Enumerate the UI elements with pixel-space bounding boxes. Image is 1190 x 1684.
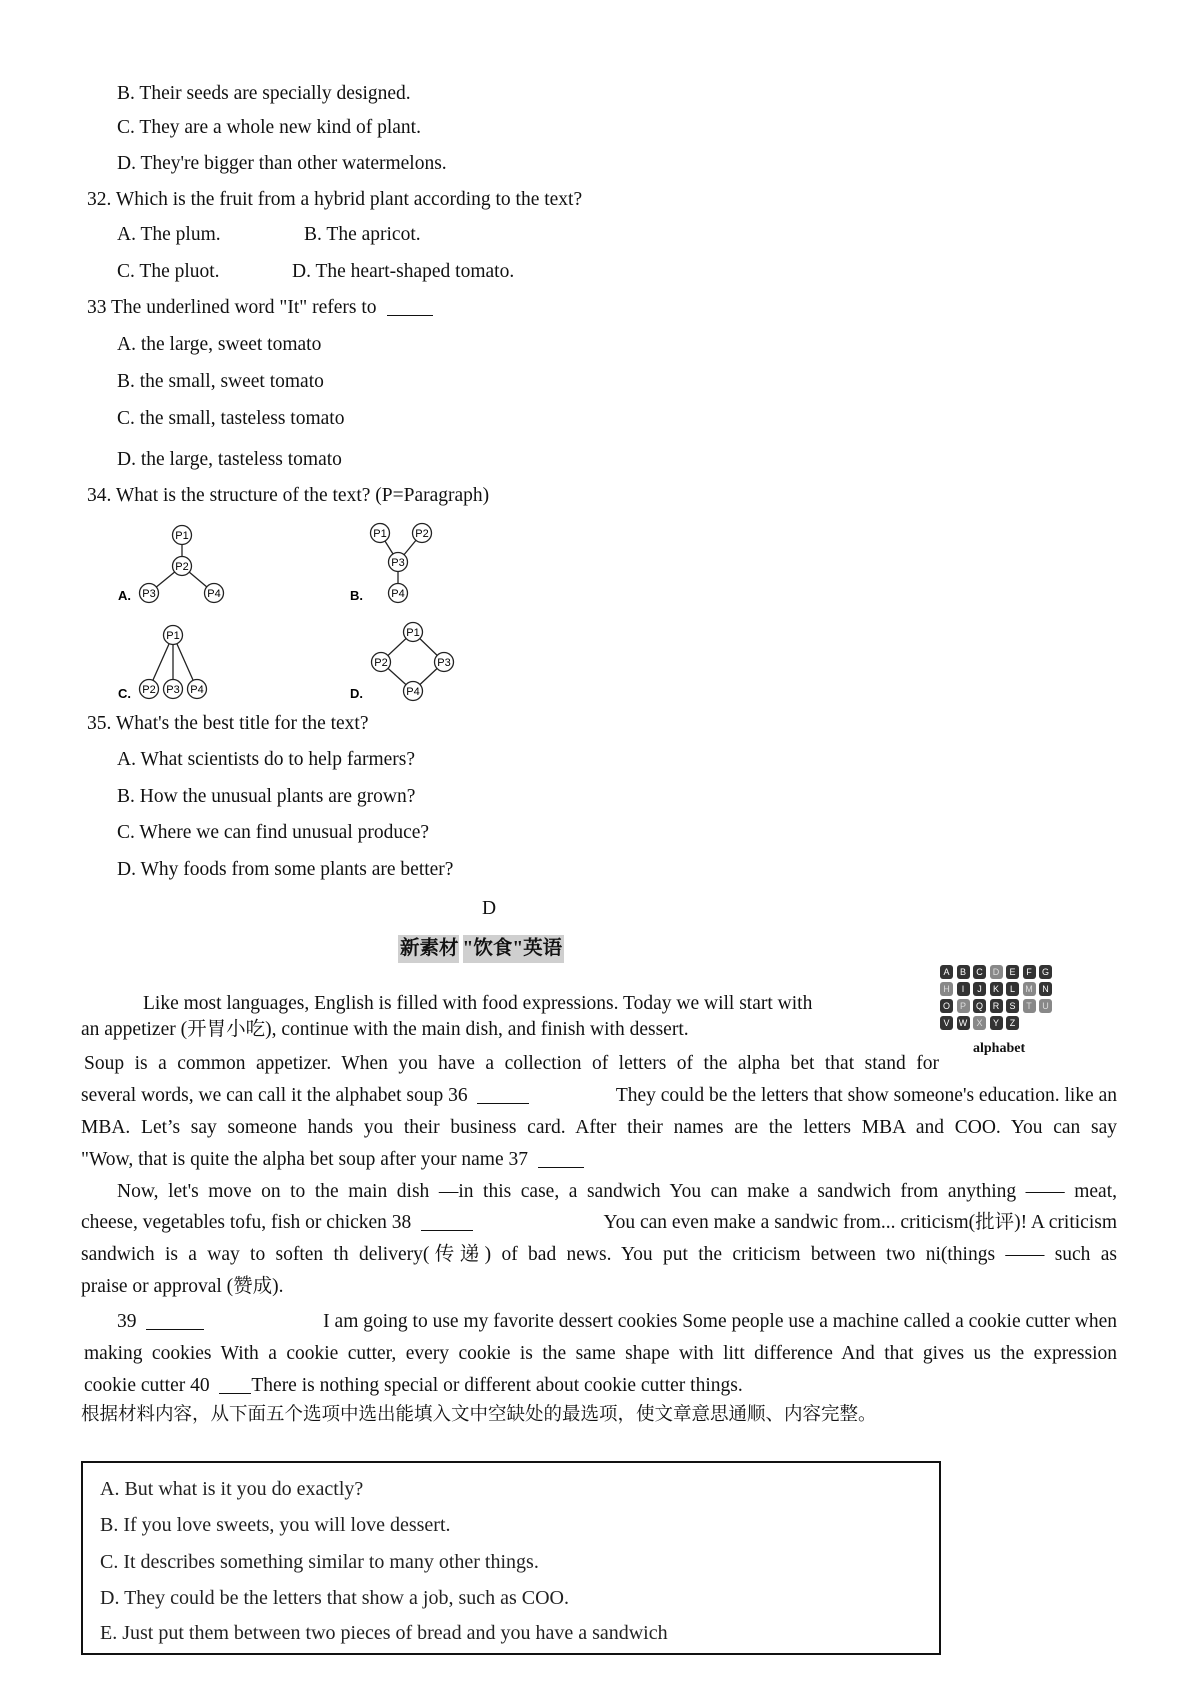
blank-37	[538, 1149, 584, 1168]
alphabet-key-g: G	[1039, 965, 1052, 979]
options-box	[81, 1461, 941, 1655]
q33-option-a: A. the large, sweet tomato	[117, 334, 322, 355]
passage-line-13: cookie cutter 40 There is nothing special or different about cookie cutter things.	[84, 1375, 743, 1396]
svg-text:P2: P2	[374, 657, 388, 669]
passage-line-4a: several words, we can call it the alphabet soup 36	[81, 1084, 529, 1108]
svg-text:P1: P1	[406, 627, 420, 639]
q32-option-c: C. The pluot.	[117, 261, 220, 282]
blank-40	[219, 1375, 251, 1394]
svg-text:P1: P1	[373, 528, 387, 540]
alphabet-key-u: U	[1039, 999, 1052, 1013]
alphabet-key-h: H	[940, 982, 953, 996]
alphabet-key-x: X	[973, 1016, 986, 1030]
q35-stem: 35. What's the best title for the text?	[87, 713, 369, 734]
passage-line-2: an appetizer (开胃小吃), continue with the main dish, and finish with dessert.	[81, 1019, 689, 1040]
alphabet-key-d: D	[990, 965, 1003, 979]
alphabet-key-s: S	[1006, 999, 1019, 1013]
passage-line-12: making cookies With a cookie cutter, every cookie is the same shape with litt difference And that gives us the expression	[84, 1343, 1117, 1364]
passage-line-1: Like most languages, English is filled with food expressions. Today we will start with	[143, 993, 813, 1014]
structure-diagram-a	[114, 520, 244, 610]
option-d: D. They could be the letters that show a job, such as COO.	[100, 1587, 569, 1609]
q33-option-b: B. the small, sweet tomato	[117, 371, 324, 392]
q35-option-c: C. Where we can find unusual produce?	[117, 822, 430, 843]
q31-option-b: B. Their seeds are specially designed.	[117, 83, 411, 104]
alphabet-key-e: E	[1006, 965, 1019, 979]
alphabet-key-c: C	[973, 965, 986, 979]
svg-text:P3: P3	[391, 557, 405, 569]
alphabet-key-r: R	[990, 999, 1003, 1013]
diagram-b-label: B.	[350, 588, 363, 603]
alphabet-key-f: F	[1023, 965, 1036, 979]
diagram-a-label: A.	[118, 588, 131, 603]
option-b: B. If you love sweets, you will love dessert.	[100, 1514, 451, 1536]
alphabet-key-a: A	[940, 965, 953, 979]
node-p1: P1	[175, 530, 189, 542]
passage-line-10: praise or approval (赞成).	[81, 1276, 284, 1297]
alphabet-key-l: L	[1006, 982, 1019, 996]
q33-answer-blank	[387, 297, 433, 316]
q31-option-d: D. They're bigger than other watermelons.	[117, 153, 447, 174]
passage-line-11b: I am going to use my favorite dessert cookies Some people use a machine called a cookie cutter when	[323, 1311, 1117, 1332]
svg-text:P4: P4	[406, 686, 420, 698]
svg-text:P3: P3	[166, 684, 180, 696]
diagram-c-label: C.	[118, 686, 131, 701]
structure-diagram-c	[114, 620, 234, 705]
q32-stem: 32. Which is the fruit from a hybrid plant according to the text?	[87, 189, 583, 210]
svg-text:P3: P3	[437, 657, 451, 669]
option-e: E. Just put them between two pieces of bread and you have a sandwich	[100, 1622, 668, 1644]
svg-text:P2: P2	[415, 528, 429, 540]
q32-option-b: B. The apricot.	[304, 224, 421, 245]
svg-text:P1: P1	[166, 630, 180, 642]
instruction-text: 根据材料内容，从下面五个选项中选出能填入文中空缺处的最选项，使文章意思通顺、内容完整。	[81, 1404, 877, 1425]
alphabet-key-n: N	[1039, 982, 1052, 996]
alphabet-key-q: Q	[973, 999, 986, 1013]
q33-option-d: D. the large, tasteless tomato	[117, 449, 342, 470]
q33-stem	[87, 296, 433, 320]
q35-option-d: D. Why foods from some plants are better?	[117, 859, 454, 880]
passage-line-3: Soup is a common appetizer. When you have a collection of letters of the alpha bet that stand for	[84, 1053, 939, 1074]
section-title-part1: 新素材	[400, 938, 459, 959]
section-title	[398, 935, 564, 963]
q33-option-c: C. the small, tasteless tomato	[117, 408, 345, 429]
blank-38	[421, 1212, 473, 1231]
alphabet-key-w: W	[957, 1016, 970, 1030]
section-letter: D	[482, 898, 497, 919]
q35-option-a: A. What scientists do to help farmers?	[117, 749, 416, 770]
passage-line-5: MBA. Let’s say someone hands you their business card. After their names are the letters MBA and COO. You can say	[81, 1117, 1117, 1138]
passage-line-7: Now, let's move on to the main dish —in this case, a sandwich You can make a sandwich from anything —— meat,	[117, 1181, 1117, 1202]
structure-diagram-b	[348, 520, 468, 610]
option-c: C. It describes something similar to many other things.	[100, 1551, 539, 1573]
blank-36	[477, 1085, 529, 1104]
alphabet-key-j: J	[973, 982, 986, 996]
node-p3: P3	[142, 588, 156, 600]
alphabet-key-k: K	[990, 982, 1003, 996]
alphabet-key-b: B	[957, 965, 970, 979]
alphabet-key-m: M	[1023, 982, 1036, 996]
svg-text:P2: P2	[142, 684, 156, 696]
node-p2: P2	[175, 561, 189, 573]
svg-text:P4: P4	[190, 684, 204, 696]
passage-line-4b: They could be the letters that show someone's education. like an	[615, 1085, 1117, 1106]
alphabet-image	[940, 965, 1060, 1041]
section-title-part2: "饮食"英语	[462, 938, 563, 959]
q32-option-d: D. The heart-shaped tomato.	[292, 261, 515, 282]
q32-option-a: A. The plum.	[117, 224, 221, 245]
alphabet-key-o: O	[940, 999, 953, 1013]
alphabet-key-v: V	[940, 1016, 953, 1030]
alphabet-caption: alphabet	[973, 1041, 1026, 1056]
node-p4: P4	[207, 588, 221, 600]
diagram-d-label: D.	[350, 686, 363, 701]
passage-line-8b: You can even make a sandwic from... criticism(批评)! A criticism	[603, 1212, 1117, 1233]
passage-line-8: cheese, vegetables tofu, fish or chicken 38 You can even make a sandwic from... criticism(批评)! A criticism	[81, 1212, 1117, 1233]
passage-line-9: sandwich is a way to soften th delivery(传递) of bad news. You put the criticism between two ni(things —— such as	[81, 1244, 1117, 1265]
alphabet-key-t: T	[1023, 999, 1036, 1013]
alphabet-key-i: I	[957, 982, 970, 996]
alphabet-key-y: Y	[990, 1016, 1003, 1030]
structure-diagram-d	[348, 620, 468, 705]
passage-line-11: 39 I am going to use my favorite dessert cookies Some people use a machine called a cookie cutter when	[117, 1311, 1117, 1332]
blank-39	[146, 1311, 204, 1330]
option-a: A. But what is it you do exactly?	[100, 1478, 364, 1500]
q35-option-b: B. How the unusual plants are grown?	[117, 786, 416, 807]
alphabet-key-z: Z	[1006, 1016, 1019, 1030]
alphabet-key-p: P	[957, 999, 970, 1013]
passage-line-4	[81, 1084, 1117, 1108]
passage-line-6: "Wow, that is quite the alpha bet soup after your name 37	[81, 1148, 584, 1172]
q34-stem: 34. What is the structure of the text? (P=Paragraph)	[87, 485, 490, 506]
q33-stem-text: 33 The underlined word "It" refers to	[87, 297, 377, 318]
svg-text:P4: P4	[391, 588, 405, 600]
q31-option-c: C. They are a whole new kind of plant.	[117, 117, 421, 138]
